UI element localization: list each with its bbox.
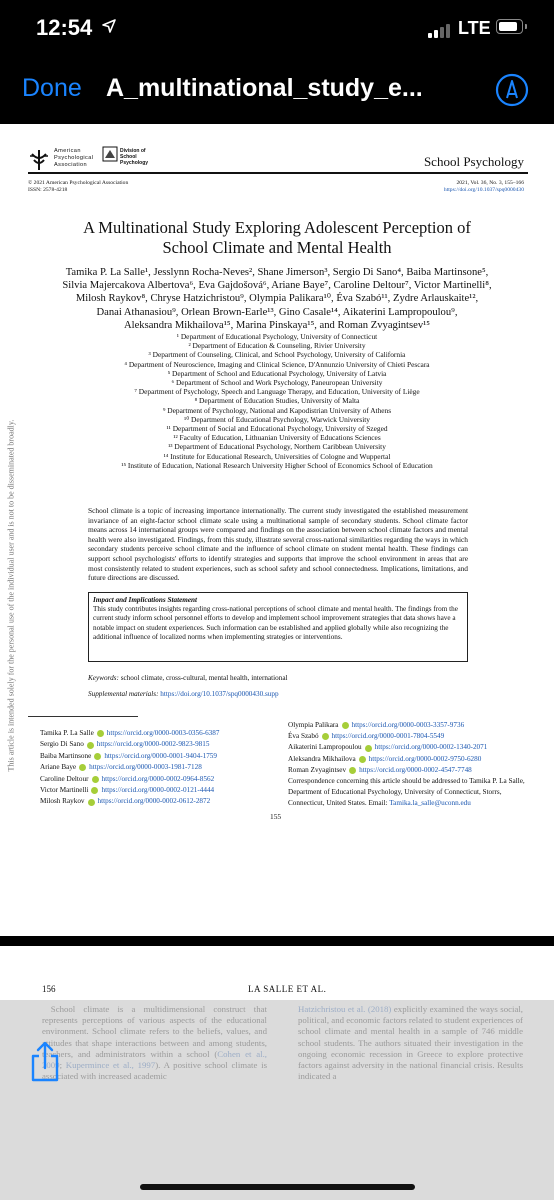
author-list [40,266,514,332]
correspondence-text: Correspondence concerning this article should be addressed to Tamika P. La Salle, Department of Educational Psychology, University of Connecticut, Storrs, Connecticut, United States. Email: [288,777,525,808]
affiliation: ⁷ Department of Psychology, Speech and Language Therapy, and Education, University of Liège [134,387,420,397]
bottom-toolbar [0,1000,554,1200]
affiliation: ² Department of Education & Counseling, Rivier University [188,341,366,351]
affiliation: ⁹ Department of Psychology, National and Kapodistrian University of Athens [162,405,392,415]
affiliation: ¹¹ Department of Social and Educational Psychology, University of Szeged [166,424,388,434]
orcid-entry [288,754,528,765]
journal-name: School Psychology [423,154,524,169]
orcid-entry [288,720,528,731]
affiliation: ⁵ Department of School and Educational Psychology, University of Latvia [167,368,387,378]
orcid-icon [342,722,349,729]
orcid-author: Roman Zvyagintsev [288,765,347,774]
affiliation: ¹⁴ Institute for Educational Research, Universities of Cologne and Wuppertal [163,451,391,461]
orcid-icon [92,776,99,783]
abstract: School climate is a topic of increasing importance internationally. The current study investigated the established measurement invariance of an eight-factor school climate scale using a multinational sample of secondary students. School climate factor means across 14 international groups were compared and findings on the association between school climate factors and mental health were also investigated. Findings, from this study, illustrate several cross-national similarities regarding the ways in which secondary students perceive school climate and the influence of school climate on student mental health. These findings can support school psychologists' efforts to identify strategies and supports that improve the school environment in areas that are most consistently related to student experiences, such as school safety and school connectedness. Implications, limitations, and future directions are discussed. [88,506,468,583]
affiliation: ¹³ Department of Educational Psychology, Northern Caribbean University [168,442,386,452]
author-line: Silvia Majercakova Albertova⁶, Eva Gajdošová⁶, Ariane Baye⁷, Caroline Deltour⁷, Victor Martinelli⁸, [62,280,492,292]
author-line: Danai Athanasiou⁹, Orlean Brown-Earle¹³, Gino Casale¹⁴, Aikaterini Lampropoulou⁹, [96,306,458,318]
orcid-author: Milosh Raykov [40,797,85,806]
keywords [88,674,288,682]
citation-line: 2021, Vol. 36, No. 3, 155–166 [456,180,524,186]
orcid-icon [79,764,86,771]
network-type: LTE [458,18,491,38]
orcid-entry [40,751,219,762]
orcid-entry [40,728,219,739]
page-number: 155 [270,812,282,821]
orcid-icon [322,733,329,740]
done-button[interactable]: Done [22,74,82,102]
orcid-link[interactable]: https://orcid.org/0000-0002-0612-2872 [97,797,211,806]
division-name: Division of School Psychology [120,148,149,166]
publisher-name: American Psychological Association [54,148,94,168]
orcid-icon [359,756,366,763]
orcid-icon [349,767,356,774]
pdf-page [0,124,554,936]
orcid-icon [91,787,98,794]
issn-line: ISSN: 2578-4218 [28,187,68,193]
orcid-author: Sergio Di Sano [40,740,84,749]
apa-logo-icon [28,148,50,172]
document-title: A_multinational_study_e... [106,74,423,102]
orcid-link[interactable]: https://orcid.org/0000-0001-7804-5549 [331,732,445,741]
page-number: 156 [42,984,56,994]
author-line: Tamika P. La Salle¹, Jesslynn Rocha-Neves², Shane Jimerson³, Sergio Di Sano⁴, Baiba Martinsone⁵, [65,267,489,278]
affiliation-list [20,332,534,470]
orcid-list-right [288,720,528,810]
title-line: A Multinational Study Exploring Adolescent Perception of [83,218,471,237]
affiliation: ¹⁰ Department of Educational Psychology, Warwick University [183,414,371,424]
author-line: Aleksandra Mikhailova¹⁵, Marina Pinskaya¹⁵, and Roman Zvyagintsev¹⁵ [124,319,430,331]
impact-text: This study contributes insights regarding cross-national perceptions of school climate and mental health. The findings from the current study inform school personnel efforts to develop and implement school improvement strategies that data shows have a notable impact on student experiences. Such information can be established and applied globally while also recognizing the additional influence of localized norms when implementing strategies or interventions. [93,605,458,641]
orcid-icon [365,745,372,752]
orcid-icon [94,753,101,760]
orcid-author: Olympia Palikara [288,721,339,729]
affiliation: ¹⁵ Institute of Education, National Research University Higher School of Economics School of Education [121,460,433,470]
orcid-author: Ariane Baye [40,763,77,772]
orcid-entry [288,765,528,776]
orcid-author: Baiba Martinsone [40,751,92,760]
affiliation: ¹² Faculty of Education, Lithuanian University of Educations Sciences [173,433,381,443]
affiliation: ⁴ Department of Neuroscience, Imaging and Clinical Science, D'Annunzio University of Chieti Pescara [124,359,430,369]
footnote-rule [28,716,138,717]
impact-heading: Impact and Implications Statement [93,596,198,604]
affiliation: ¹ Department of Educational Psychology, University of Connecticut [176,332,378,341]
article-title [40,218,514,258]
side-note: This article is intended solely for the personal use of the individual user and is not to be disseminated broadly. [6,419,16,772]
orcid-link[interactable]: https://orcid.org/0000-0002-0964-8562 [101,774,215,783]
cellular-signal-icon [428,22,454,38]
orcid-entry [288,731,528,742]
status-bar [0,0,554,60]
orcid-icon [88,799,95,806]
keywords-text: school climate, cross-cultural, mental health, international [120,674,288,682]
doi-link[interactable]: https://doi.org/10.1037/spq0000430 [443,187,524,193]
battery-icon [496,19,523,34]
location-arrow-icon [102,19,116,33]
orcid-author: Tamika P. La Salle [40,729,94,737]
header-rule [28,172,528,174]
orcid-author: Éva Szabó [288,732,319,741]
orcid-entry [40,785,219,796]
orcid-entry [40,796,219,807]
orcid-link[interactable]: https://orcid.org/0000-0002-9823-9815 [96,740,210,749]
title-line: School Climate and Mental Health [162,238,392,257]
orcid-author: Victor Martinelli [40,786,89,795]
markup-icon[interactable] [494,72,530,108]
impact-statement-box [88,592,468,662]
orcid-list-left [40,728,219,808]
supp-label: Supplemental materials: [88,690,159,698]
email-link[interactable]: Tamika.la_salle@uconn.edu [389,799,471,808]
running-head: LA SALLE ET AL. [248,984,327,994]
copyright-line: © 2021 American Psychological Association [28,180,129,186]
division-logo-icon [102,146,118,162]
orcid-link[interactable]: https://orcid.org/0000-0002-9750-6280 [368,754,482,763]
orcid-entry [288,742,528,753]
orcid-author: Caroline Deltour [40,774,89,783]
supp-link[interactable]: https://doi.org/10.1037/spq0000430.supp [160,690,279,698]
orcid-entry [40,774,219,785]
copyright [28,180,128,194]
orcid-link[interactable]: https://orcid.org/0000-0002-1340-2071 [374,743,488,752]
citation [444,180,524,194]
status-time: 12:54 [36,15,93,40]
orcid-author: Aleksandra Mikhailova [288,754,356,763]
orcid-icon [87,742,94,749]
orcid-entry [40,739,219,750]
orcid-link[interactable]: https://orcid.org/0000-0003-1981-7128 [89,763,202,772]
orcid-icon [97,730,104,737]
affiliation: ³ Department of Counseling, Clinical, and School Psychology, University of California [148,350,406,360]
orcid-entry [40,762,219,773]
nav-bar [0,60,554,124]
keywords-label: Keywords: [88,674,119,682]
orcid-link[interactable]: https://orcid.org/0000-0003-0356-6387 [106,729,220,737]
orcid-link[interactable]: https://orcid.org/0000-0001-9404-1759 [104,751,217,760]
page-gap [0,936,554,946]
affiliation: ⁶ Department of School and Work Psychology, Paneuropean University [171,378,383,388]
author-line: Milosh Raykov⁸, Chryse Hatzichristou⁹, Olympia Palikara¹⁰, Éva Szabó¹¹, Zydre Arlauskaite¹², [75,293,479,305]
supplemental-materials [88,690,279,698]
orcid-author: Aikaterini Lampropoulou [288,743,362,752]
share-icon[interactable] [28,1040,62,1084]
correspondence [288,776,528,810]
affiliation: ⁸ Department of Education Studies, University of Malta [194,396,360,406]
home-indicator[interactable] [140,1184,415,1190]
orcid-link[interactable]: https://orcid.org/0000-0003-3357-9736 [351,721,465,729]
orcid-link[interactable]: https://orcid.org/0000-0002-4547-7748 [359,765,472,774]
orcid-link[interactable]: https://orcid.org/0000-0002-0121-4444 [101,786,215,795]
